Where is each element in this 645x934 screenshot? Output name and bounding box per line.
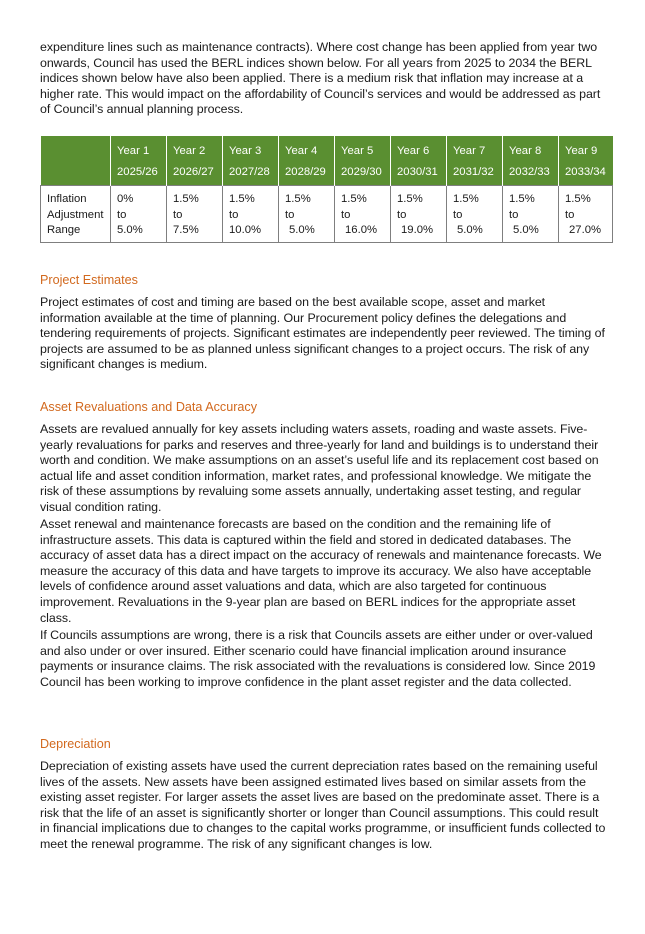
depreciation-paragraph: Depreciation of existing assets have used the current depreciation rates based on the remaining useful lives of the assets. New assets have been assigned estimated lives based on similar assets from the existing asset register. For larger assets the asset lives are based on the predominate asset. There is a risk that the life of an asset is significantly shorter or longer than Council assumptions. This could result in financial implications due to changes to the capital works programme, or insufficient funds collected to meet the renewal programme. The risk of any significant changes is low. [40, 759, 606, 851]
table-cell [335, 186, 391, 243]
intro-paragraph: expenditure lines such as maintenance contracts). Where cost change has been applied from year two onwards, Council has used the BERL indices shown below. For all years from 2025 to 2034 the BERL indices shown below have also been applied. There is a medium risk that inflation may increase at a higher rate. This would impact on the affordability of Council’s services and would be addressed as part of Council’s annual planning process. [40, 40, 601, 117]
range-low: 1.5% [341, 193, 367, 205]
range-to: to [173, 208, 183, 221]
table-header-cell [447, 136, 503, 186]
table-header-row [41, 136, 613, 186]
range-low: 1.5% [565, 193, 591, 205]
year-range: 2031/32 [453, 166, 494, 178]
range-low: 1.5% [453, 193, 479, 205]
table-header-cell [335, 136, 391, 186]
table-cell [447, 186, 503, 243]
table-header-cell [503, 136, 559, 186]
table-cell [391, 186, 447, 243]
year-label: Year 7 [453, 145, 486, 157]
range-high: 10.0% [229, 224, 262, 237]
table-header-cell [391, 136, 447, 186]
year-range: 2027/28 [229, 166, 270, 178]
range-high: 5.0% [289, 224, 315, 237]
range-to: to [453, 208, 463, 221]
range-low: 1.5% [173, 193, 199, 205]
asset-revaluations-paragraph-1: Assets are revalued annually for key assets including waters assets, roading and waste assets. Five-yearly revaluations for parks and reserves and three-yearly for land and buildings is to understand their worth and condition. We make assumptions on an asset’s useful life and its replacement cost based on actual life and asset condition information, market rates, and professional knowledge. We mitigate the risk of these assumptions by revaluing some assets annually, undertaking asset testing, and regular visual condition rating. [40, 422, 599, 514]
range-high: 5.0% [457, 224, 483, 237]
table-cell [111, 186, 167, 243]
table-cell [167, 186, 223, 243]
year-range: 2026/27 [173, 166, 214, 178]
year-range: 2028/29 [285, 166, 326, 178]
range-high: 16.0% [345, 224, 378, 237]
range-low: 1.5% [397, 193, 423, 205]
table-header-cell [111, 136, 167, 186]
asset-revaluations-paragraph-3: If Councils assumptions are wrong, there is a risk that Councils assets are either under or over-valued and also under or over insured. Either scenario could have financial implication around insurance payments or insurance claims. The risk associated with the revaluations is considered low. Since 2019 Council has been working to improve confidence in the plant asset register and the data collected. [40, 628, 596, 689]
year-label: Year 5 [341, 145, 374, 157]
range-low: 1.5% [229, 193, 255, 205]
row-label-line: Inflation [47, 193, 87, 205]
year-range: 2025/26 [117, 166, 158, 178]
year-label: Year 2 [173, 145, 206, 157]
range-to: to [117, 208, 127, 221]
range-low: 1.5% [509, 193, 535, 205]
year-range: 2030/31 [397, 166, 438, 178]
section-heading-asset-revaluations: Asset Revaluations and Data Accuracy [40, 400, 258, 414]
table-header-cell [279, 136, 335, 186]
project-estimates-paragraph: Project estimates of cost and timing are based on the best available scope, asset and market information available at the time of planning. Our Procurement policy defines the delegations and tendering requirements of projects. Significant estimates are independently peer reviewed. The timing of projects are assumed to be as planned unless significant changes to a project occurs. The risk of any significant changes is medium. [40, 295, 605, 372]
row-label-line: Adjustment [47, 208, 104, 221]
range-low: 1.5% [285, 193, 311, 205]
inflation-table [40, 136, 613, 243]
range-to: to [229, 208, 239, 221]
table-cell [279, 186, 335, 243]
row-label-line: Range [47, 224, 81, 237]
range-low: 0% [117, 193, 134, 205]
year-range: 2032/33 [509, 166, 550, 178]
table-header-cell [223, 136, 279, 186]
year-label: Year 1 [117, 145, 150, 157]
year-label: Year 3 [229, 145, 262, 157]
range-to: to [397, 208, 407, 221]
year-label: Year 9 [565, 145, 598, 157]
row-label-cell [41, 186, 111, 243]
range-to: to [565, 208, 575, 221]
table-header-empty [41, 136, 111, 186]
range-to: to [285, 208, 295, 221]
year-label: Year 8 [509, 145, 542, 157]
table-cell [503, 186, 559, 243]
range-high: 7.5% [173, 224, 199, 237]
table-cell [223, 186, 279, 243]
table-header-cell [559, 136, 613, 186]
range-high: 27.0% [569, 224, 602, 237]
section-heading-depreciation: Depreciation [40, 737, 111, 751]
section-heading-project-estimates: Project Estimates [40, 273, 138, 287]
range-to: to [341, 208, 351, 221]
range-high: 5.0% [513, 224, 539, 237]
table-row [41, 186, 613, 243]
range-to: to [509, 208, 519, 221]
range-high: 19.0% [401, 224, 434, 237]
table-cell [559, 186, 613, 243]
table-header-cell [167, 136, 223, 186]
year-range: 2033/34 [565, 166, 606, 178]
year-label: Year 4 [285, 145, 318, 157]
year-label: Year 6 [397, 145, 430, 157]
year-range: 2029/30 [341, 166, 382, 178]
range-high: 5.0% [117, 224, 143, 237]
asset-revaluations-paragraph-2: Asset renewal and maintenance forecasts are based on the condition and the remaining life of infrastructure assets. This data is captured within the field and stored in dedicated databases. The accuracy of asset data has a direct impact on the accuracy of renewals and maintenance forecasts. We measure the accuracy of this data and have targets to improve its accuracy. We also have acceptable levels of confidence around asset valuations and data, which are also targeted for continuous improvement. Revaluations in the 9-year plan are based on BERL indices for the appropriate asset class. [40, 517, 602, 625]
